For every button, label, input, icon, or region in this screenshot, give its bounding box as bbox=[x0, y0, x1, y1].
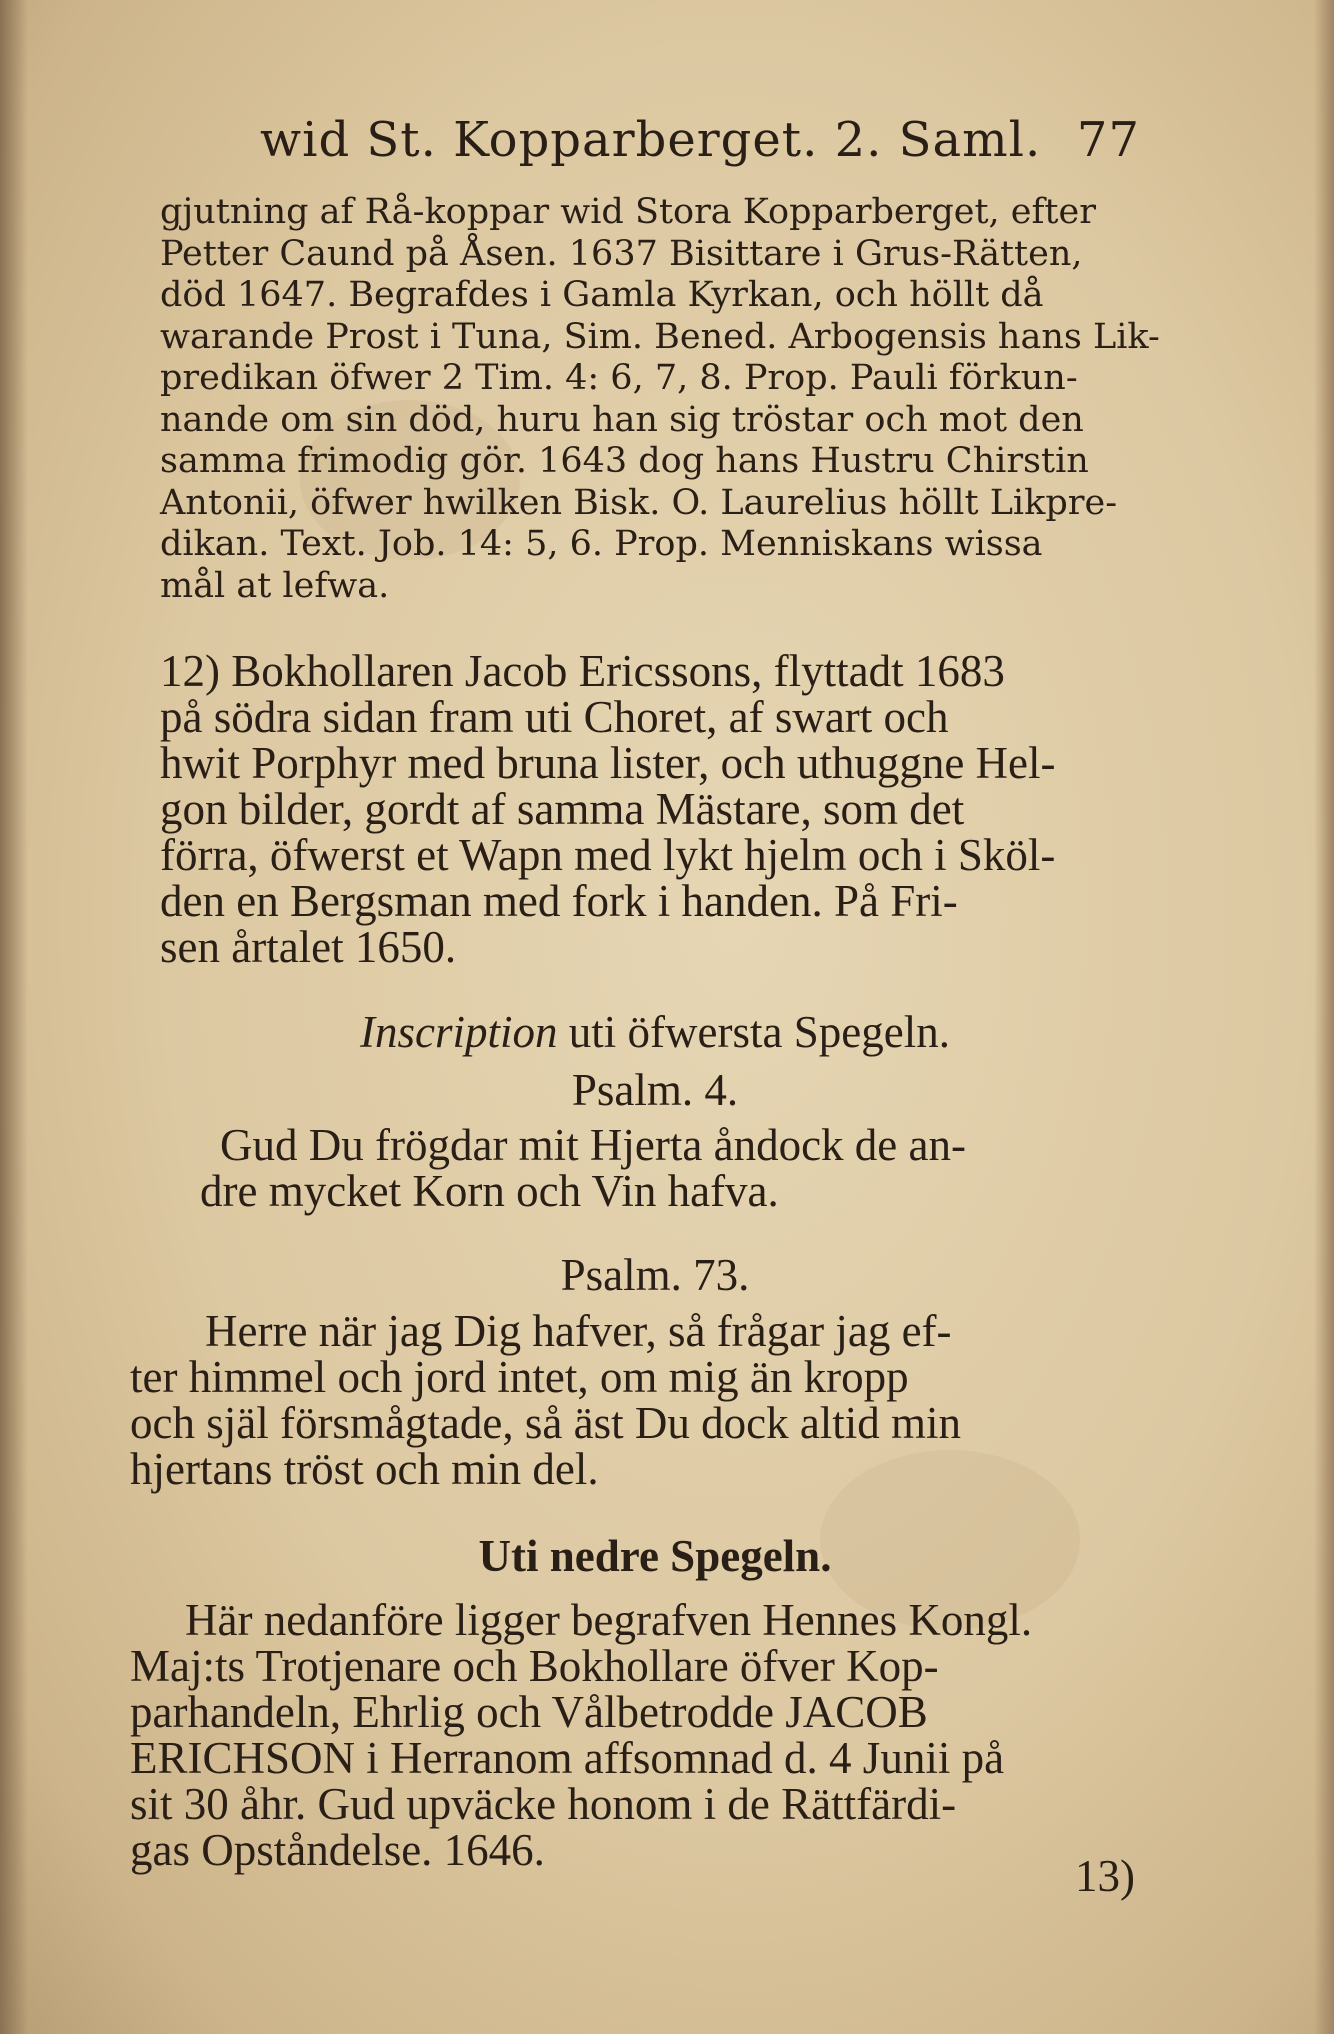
paragraph-2 bbox=[160, 648, 1170, 970]
text-line: på södra sidan fram uti Choret, af swart och bbox=[160, 692, 949, 742]
heading-psalm-73: Psalm. 73. bbox=[560, 1250, 750, 1300]
running-head bbox=[260, 100, 1160, 170]
text-line: gjutning af Rå-koppar wid Stora Kopparberget, efter bbox=[160, 192, 1096, 232]
text-line: samma frimodig gör. 1643 dog hans Hustru Chirstin bbox=[160, 441, 1089, 481]
text-line: ERICHSON i Herranom affsomnad d. 4 Junii på bbox=[130, 1733, 1005, 1783]
text-line: död 1647. Begrafdes i Gamla Kyrkan, och höllt då bbox=[160, 275, 1044, 315]
text-line: 12) Bokhollaren Jacob Ericssons, flyttadt 1683 bbox=[160, 646, 1005, 696]
text-line: och själ försmågtade, så äst Du dock altid min bbox=[130, 1398, 962, 1448]
text-line: predikan öfwer 2 Tim. 4: 6, 7, 8. Prop. Pauli förkun- bbox=[160, 358, 1078, 398]
text-line: sit 30 åhr. Gud upväcke honom i de Rättfärdi- bbox=[130, 1779, 957, 1829]
text-line: Herre när jag Dig hafver, så frågar jag ef- bbox=[205, 1306, 952, 1356]
heading-psalm-4: Psalm. 4. bbox=[571, 1065, 739, 1115]
heading-inscription-italic: Inscription bbox=[360, 1007, 558, 1057]
page-number: 77 bbox=[1076, 112, 1140, 168]
psalm-73-text bbox=[130, 1308, 1160, 1492]
text-line: parhandeln, Ehrlig och Vålbetrodde JACOB bbox=[130, 1687, 928, 1737]
text-line: gas Opståndelse. 1646. bbox=[130, 1825, 545, 1875]
heading-inscription-rest: uti öfwersta Spegeln. bbox=[568, 1007, 950, 1057]
text-line: den en Bergsman med fork i handen. På Fri- bbox=[160, 876, 958, 926]
text-line: nande om sin död, huru han sig tröstar och mot den bbox=[160, 399, 1084, 440]
text-line: ter himmel och jord intet, om mig än kropp bbox=[130, 1352, 909, 1402]
text-line: dre mycket Korn och Vin hafva. bbox=[200, 1166, 779, 1216]
text-line: gon bilder, gordt af samma Mästare, som det bbox=[160, 784, 965, 834]
text-line: Här nedanföre ligger begrafven Hennes Kongl. bbox=[185, 1595, 1033, 1645]
text-line: warande Prost i Tuna, Sim. Bened. Arbogensis hans Lik- bbox=[160, 316, 1160, 357]
text-line: hwit Porphyr med bruna lister, och uthuggne Hel- bbox=[160, 738, 1056, 788]
text-line: Gud Du frögdar mit Hjerta åndock de an- bbox=[220, 1120, 966, 1170]
running-head-title: wid St. Kopparberget. 2. Saml. bbox=[260, 112, 1042, 168]
epitaph-text bbox=[130, 1597, 1170, 1873]
text-line: förra, öfwerst et Wapn med lykt hjelm och i Sköl- bbox=[160, 830, 1056, 880]
text-line: Antonii, öfwer hwilken Bisk. O. Laurelius höllt Likpre- bbox=[160, 482, 1118, 523]
text-line: mål at lefwa. bbox=[160, 565, 390, 606]
psalm-4-text bbox=[200, 1122, 1160, 1214]
text-line: dikan. Text. Job. 14: 5, 6. Prop. Menniskans wissa bbox=[160, 524, 1043, 564]
catchword: 13) bbox=[1075, 1851, 1135, 1901]
text-line: Maj:ts Trotjenare och Bokhollare öfver Kop- bbox=[130, 1641, 939, 1691]
text-line: sen årtalet 1650. bbox=[160, 922, 457, 972]
paragraph-1 bbox=[160, 192, 1160, 607]
heading-nedre-spegeln: Uti nedre Spegeln. bbox=[478, 1531, 832, 1581]
page-shadow-right bbox=[1314, 0, 1334, 2034]
heading-inscription bbox=[130, 1006, 1180, 1058]
text-line: hjertans tröst och min del. bbox=[130, 1444, 599, 1494]
page-shadow-left bbox=[0, 0, 28, 2034]
text-line: Petter Caund på Åsen. 1637 Bisittare i Grus-Rätten, bbox=[160, 233, 1083, 274]
